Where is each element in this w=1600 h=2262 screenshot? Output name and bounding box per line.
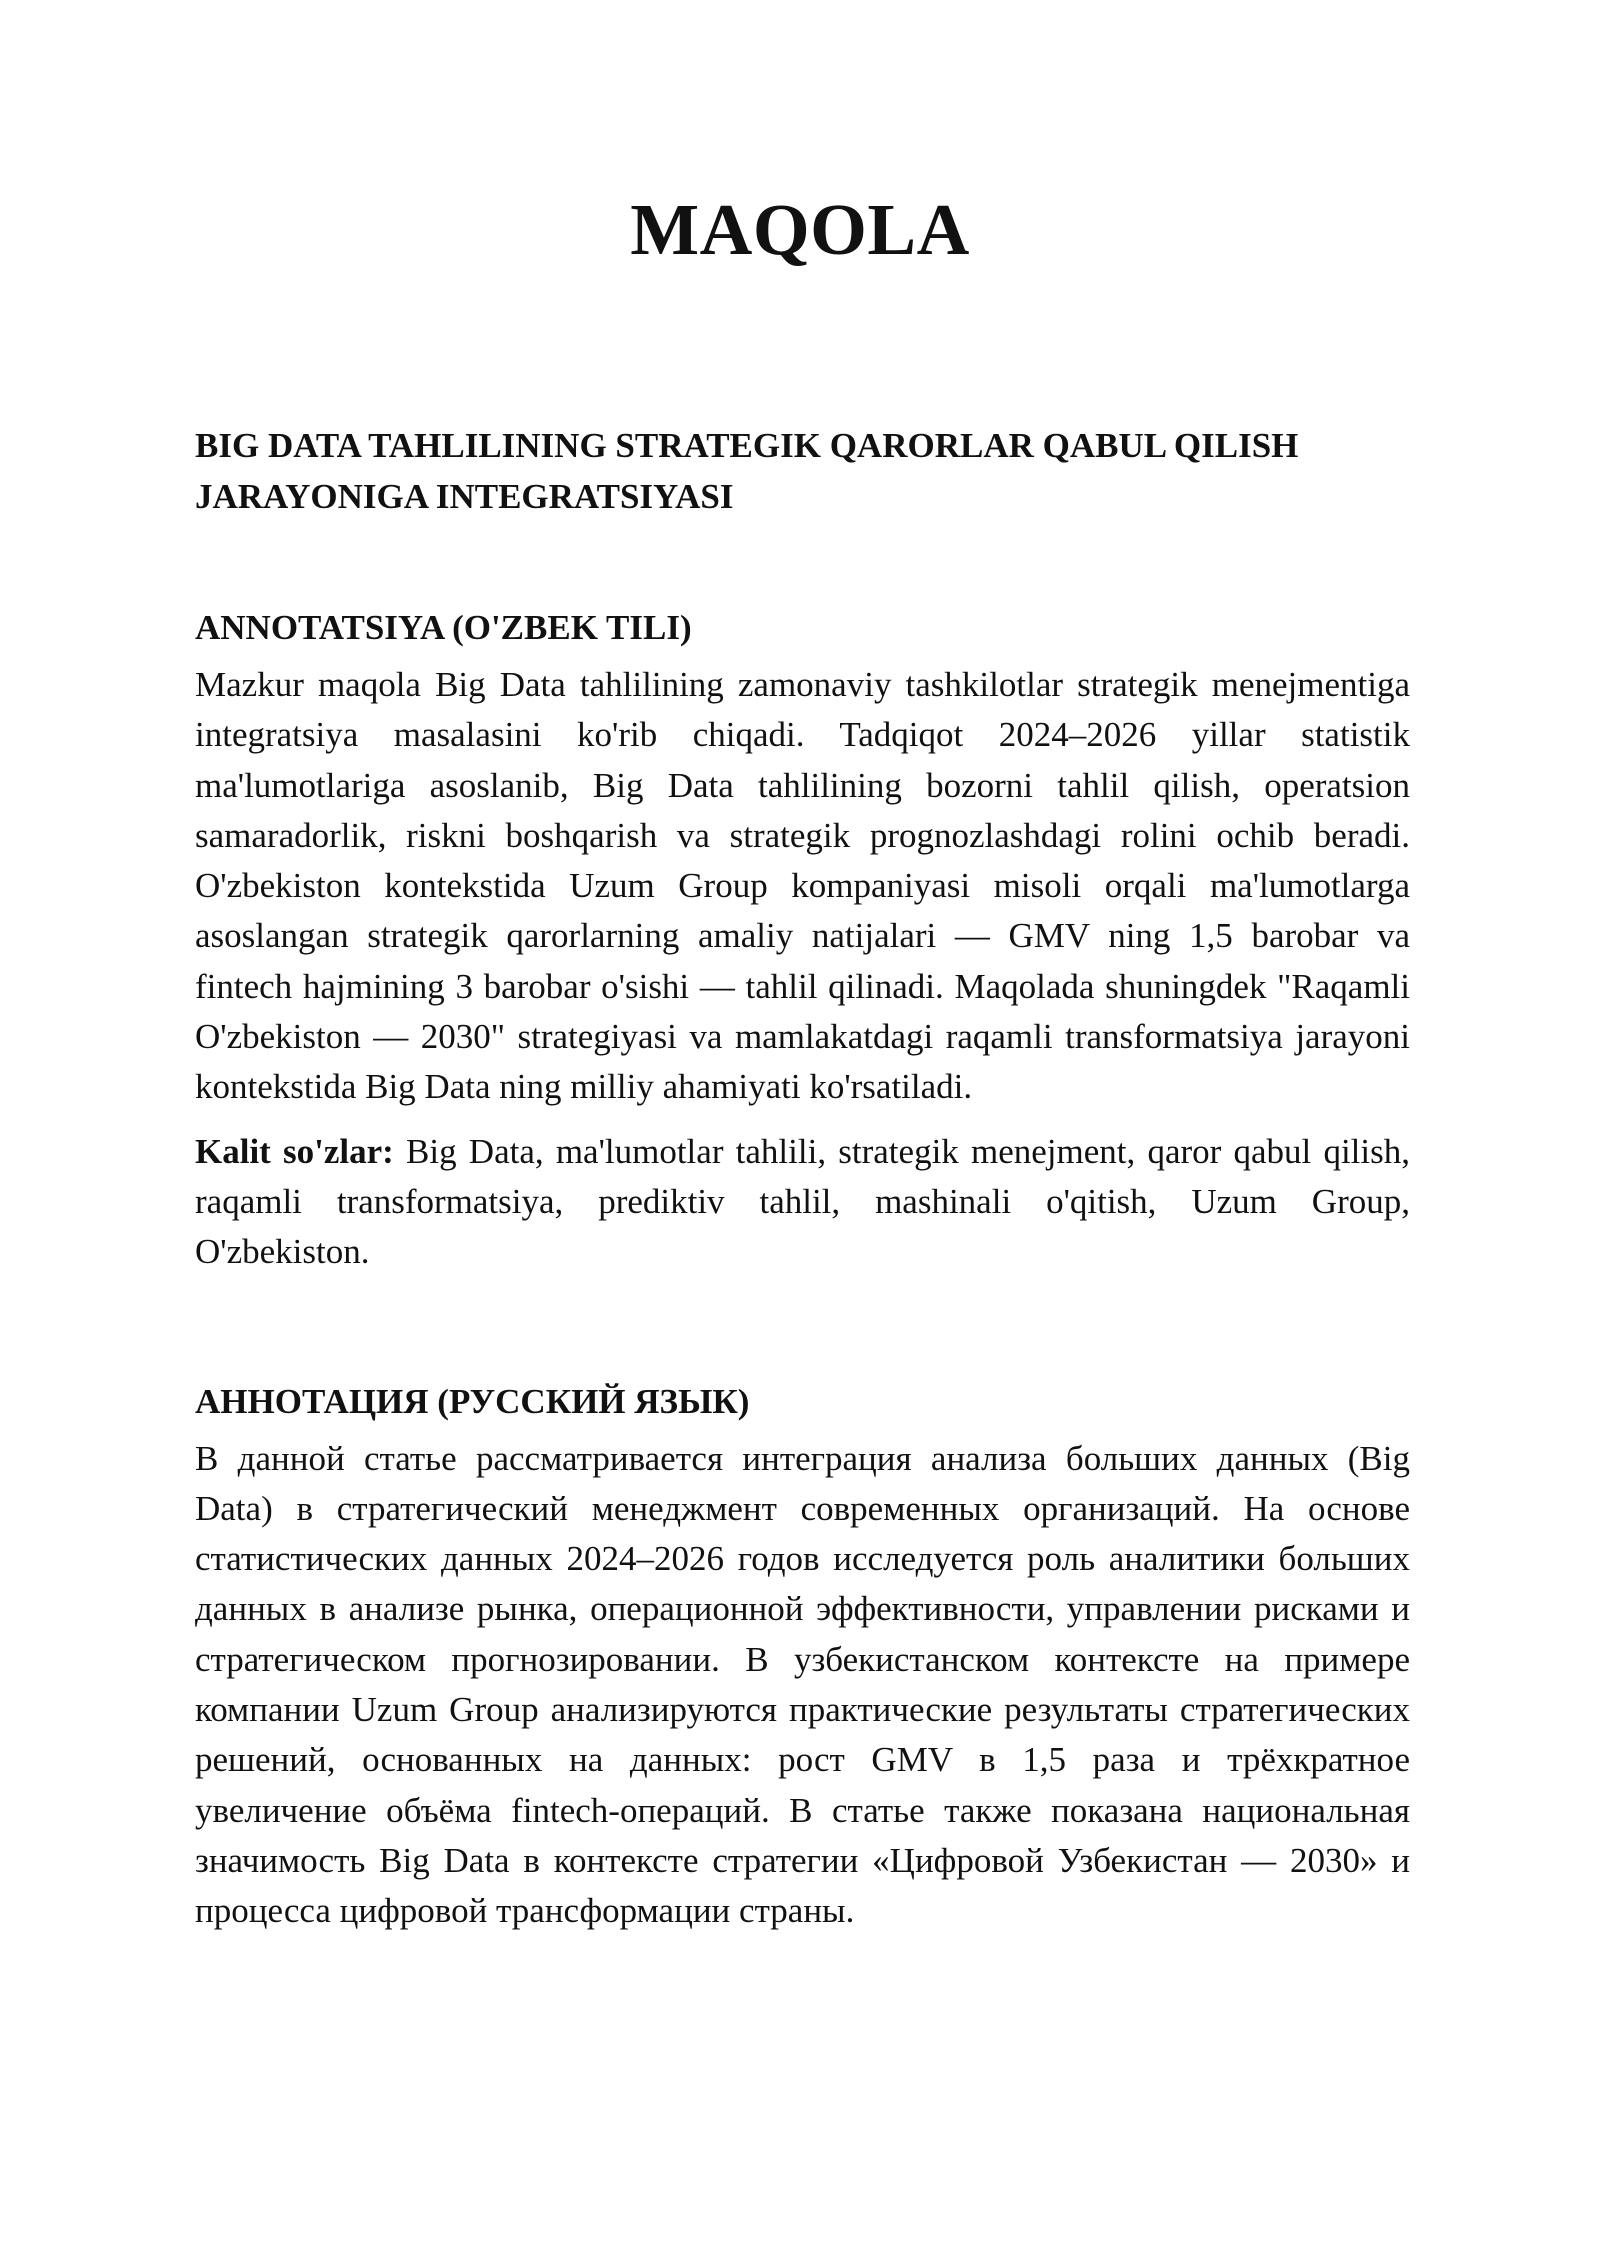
keywords-label: Kalit so'zlar: <box>195 1131 394 1171</box>
abstract-uzbek-section <box>195 602 1410 1278</box>
keywords-text: Big Data, ma'lumotlar tahlili, strategik menejment, qaror qabul qilish, raqamli transformatsiya, prediktiv tahlil, mashinali o'qitish, Uzum Group, O'zbekiston. <box>195 1131 1410 1272</box>
document-body <box>195 420 1410 1937</box>
abstract-russian-heading: АННОТАЦИЯ (РУССКИЙ ЯЗЫК) <box>195 1381 750 1421</box>
abstract-russian-section <box>195 1376 1410 1937</box>
abstract-uzbek-heading: ANNOTATSIYA (O'ZBEK TILI) <box>195 608 692 647</box>
document-title: MAQOLA <box>630 189 970 270</box>
abstract-russian-text: В данной статье рассматривается интеграция анализа больших данных (Big Data) в стратегический менеджмент современных организаций. На основе статистических данных 2024–2026 годов исследуется роль аналитики больших данных в анализе рынка, операционной эффективности, управлении рисками и стратегическом прогнозировании. В узбекистанском контексте на примере компании Uzum Group анализируются практические результаты стратегических решений, основанных на данных: рост GMV в 1,5 раза и трёхкратное увеличение объёма fintech-операций. В статье также показана национальная значимость Big Data в контексте стратегии «Цифровой Узбекистан — 2030» и процесса цифровой трансформации страны. <box>195 1438 1410 1931</box>
keywords-paragraph <box>195 1127 1410 1278</box>
abstract-uzbek-text: Mazkur maqola Big Data tahlilining zamonaviy tashkilotlar strategik menejmentiga integratsiya masalasini ko'rib chiqadi. Tadqiqot 2024–2026 yillar statistik ma'lumotlariga asoslanib, Big Data tahlilining bozorni tahlil qilish, operatsion samaradorlik, riskni boshqarish va strategik prognozlashdagi rolini ochib beradi. O'zbekiston kontekstida Uzum Group kompaniyasi misoli orqali ma'lumotlarga asoslangan strategik qarorlarning amaliy natijalari — GMV ning 1,5 barobar va fintech hajmining 3 barobar o'sishi — tahlil qilinadi. Maqolada shuningdek "Raqamli O'zbekiston — 2030" strategiyasi va mamlakatdagi raqamli transformatsiya jarayoni kontekstida Big Data ning milliy ahamiyati ko'rsatiladi. <box>195 665 1410 1107</box>
article-title: BIG DATA TAHLILINING STRATEGIK QARORLAR QABUL QILISH JARAYONIGA INTEGRATSIYASI <box>195 426 1299 516</box>
